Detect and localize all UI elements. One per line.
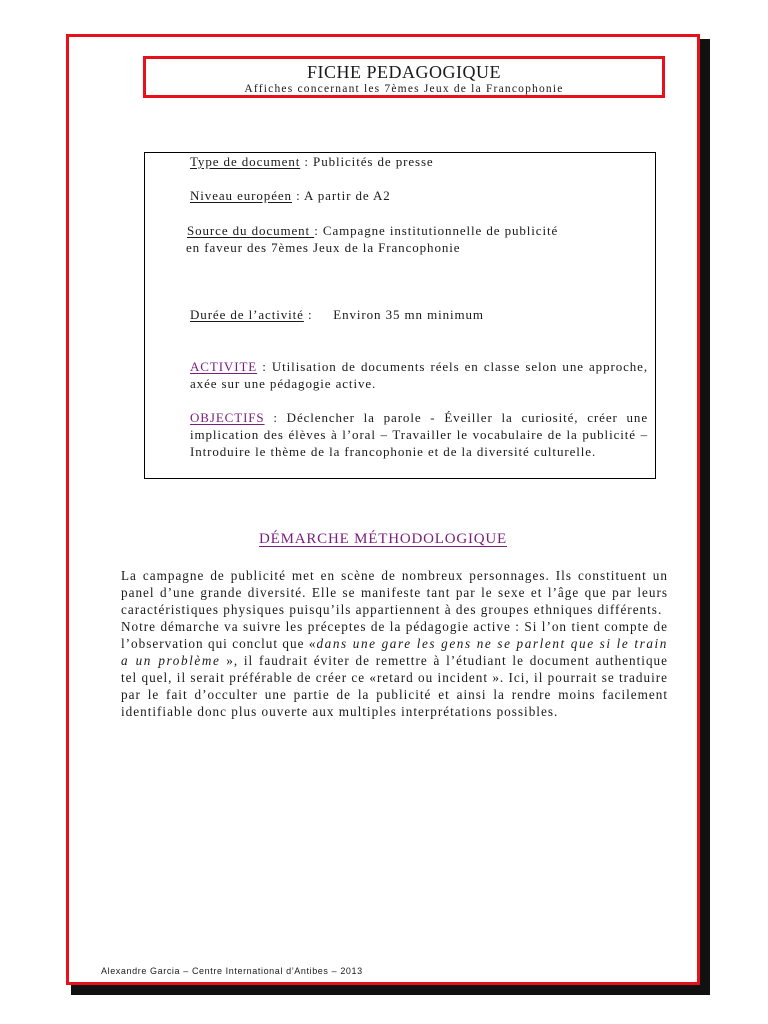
- niveau-line: [190, 187, 391, 204]
- document-page: [66, 34, 700, 985]
- section-title: [69, 531, 697, 548]
- duree-label: Durée de l’activité: [190, 307, 304, 322]
- footer-credit: Alexandre Garcia – Centre International d’Antibes – 2013: [101, 966, 363, 976]
- activite-value: : Utilisation de documents réels en classe selon une approche, axée sur une pédagogie active.: [190, 359, 648, 391]
- body-text: [121, 567, 668, 720]
- objectifs-value: : Déclencher la parole - Éveiller la curiosité, créer une implication des élèves à l’oral – Travailler le vocabulaire de la publicité – Introduire le thème de la francophonie et de la diversité culturelle.: [190, 410, 648, 459]
- source-line-2: [186, 239, 460, 256]
- source-line: [187, 222, 558, 239]
- activite-label: ACTIVITE: [190, 359, 258, 374]
- info-box: [144, 152, 656, 479]
- type-value: : Publicités de presse: [300, 154, 434, 169]
- header-box: [143, 56, 665, 98]
- duree-value: : Environ 35 mn minimum: [303, 307, 484, 322]
- type-line: [190, 153, 434, 170]
- page-subtitle: Affiches concernant les 7èmes Jeux de la Francophonie: [244, 83, 564, 95]
- body-quote: dans une gare les gens ne se parlent que si le train a un problème: [121, 636, 668, 668]
- body-paragraph-2-start: Notre démarche va suivre les préceptes de la pédagogie active : Si l’on tient compte de l’observation qui conclut que «: [121, 619, 668, 651]
- source-value-line1: : Campagne institutionnelle de publicité: [314, 223, 559, 238]
- activite-paragraph: [190, 358, 648, 392]
- page-title: FICHE PEDAGOGIQUE: [307, 62, 501, 82]
- niveau-label: Niveau européen: [190, 188, 292, 203]
- body-paragraph-2: [121, 618, 668, 720]
- objectifs-label: OBJECTIFS: [190, 410, 265, 425]
- body-paragraph-2-end: », il faudrait éviter de remettre à l’étudiant le document authentique tel quel, il serait préférable de créer ce «retard ou incident ». Ici, il pourrait se traduire par le fait d’occulter une partie de la publicité et ainsi la rendre moins facilement identifiable donc plus ouverte aux multiples interprétations possibles.: [121, 653, 669, 719]
- type-label: Type de document: [190, 154, 301, 169]
- source-value-line2: en faveur des 7èmes Jeux de la Francophonie: [186, 240, 461, 255]
- body-paragraph-1: La campagne de publicité met en scène de nombreux personnages. Ils constituent un panel d’une grande diversité. Elle se manifeste tant par le sexe et l’âge que par leurs caractéristiques physiques puisqu’ils appartiennent à des groupes ethniques différents.: [121, 568, 668, 617]
- objectifs-paragraph: [190, 409, 648, 460]
- source-label: Source du document: [187, 223, 315, 238]
- duree-line: [190, 306, 484, 323]
- niveau-value: : A partir de A2: [291, 188, 391, 203]
- section-title-text: DÉMARCHE MÉTHODOLOGIQUE: [259, 531, 507, 547]
